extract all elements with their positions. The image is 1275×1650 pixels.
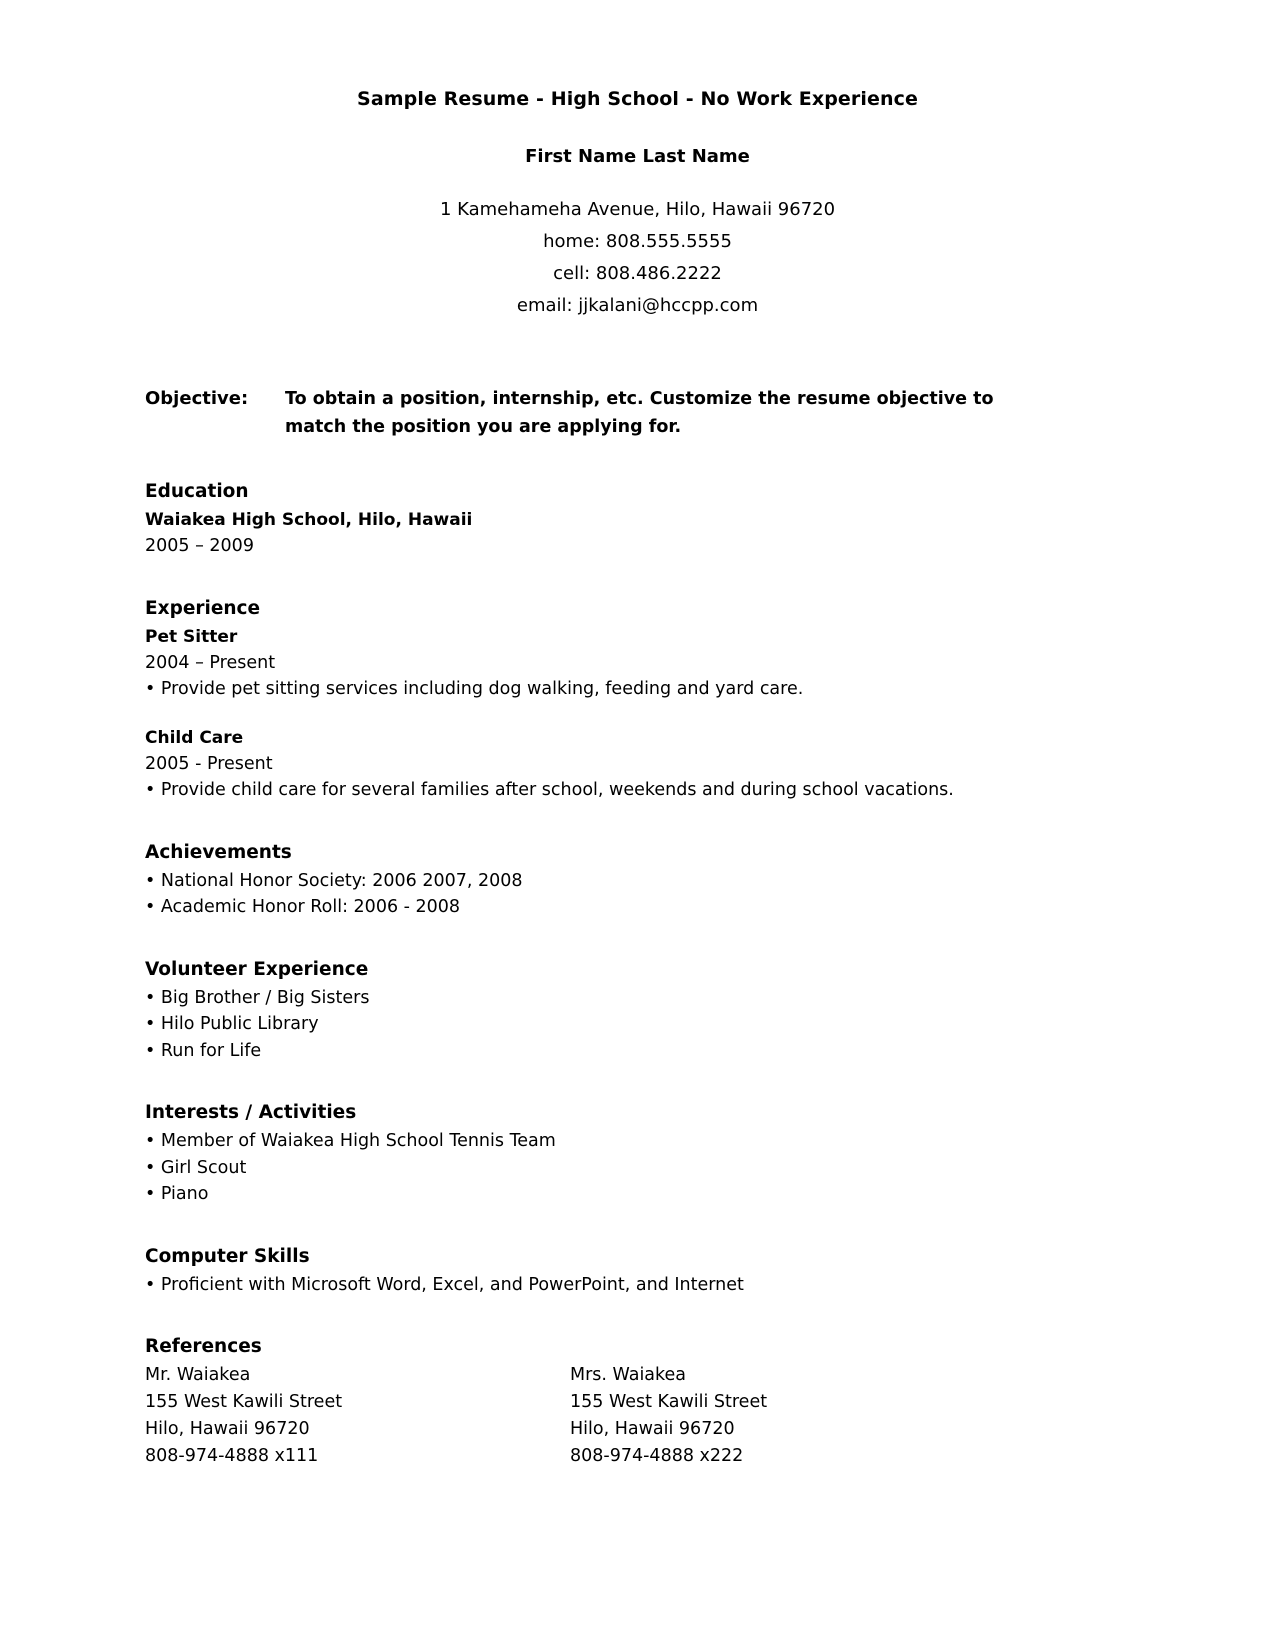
job-title: Pet Sitter bbox=[145, 626, 238, 647]
job-dates: 2005 - Present bbox=[145, 753, 273, 774]
reference-street: 155 West Kawili Street bbox=[145, 1392, 343, 1412]
reference-name: Mrs. Waiakea bbox=[570, 1365, 687, 1385]
reference-phone: 808-974-4888 x222 bbox=[570, 1446, 744, 1466]
objective-label: Objective: bbox=[145, 388, 249, 409]
list-item: • Big Brother / Big Sisters bbox=[145, 987, 370, 1008]
education-section bbox=[145, 481, 1075, 560]
list-item: • National Honor Society: 2006 2007, 2008 bbox=[145, 870, 523, 891]
achievements-section bbox=[145, 842, 1075, 921]
spacer bbox=[145, 703, 1075, 725]
reference-phone: 808-974-4888 x111 bbox=[145, 1446, 319, 1466]
contact-cell-phone: cell: 808.486.2222 bbox=[553, 263, 722, 284]
spacer bbox=[145, 586, 1075, 598]
objective-rest: Customize the resume objective to match the position you are applying for. bbox=[285, 389, 994, 437]
interests-heading: Interests / Activities bbox=[145, 1102, 357, 1123]
achievements-heading: Achievements bbox=[145, 841, 292, 863]
references-columns bbox=[145, 1362, 1075, 1470]
reference-name: Mr. Waiakea bbox=[145, 1365, 251, 1385]
list-item: • Run for Life bbox=[145, 1040, 262, 1061]
list-item: • Girl Scout bbox=[145, 1157, 247, 1178]
resume-body bbox=[145, 385, 1075, 1496]
list-item: • Academic Honor Roll: 2006 - 2008 bbox=[145, 897, 461, 917]
list-item: • Piano bbox=[145, 1184, 209, 1204]
interests-section bbox=[145, 1102, 1075, 1208]
contact-block bbox=[0, 194, 1275, 322]
contact-email: email: jjkalani@hccpp.com bbox=[516, 295, 759, 316]
spacer bbox=[145, 1090, 1075, 1102]
contact-home-phone: home: 808.555.5555 bbox=[543, 231, 732, 252]
spacer bbox=[145, 830, 1075, 842]
experience-job bbox=[145, 624, 1075, 703]
experience-section bbox=[145, 598, 1075, 804]
objective-lead: To obtain a position, internship, etc. bbox=[285, 389, 644, 409]
contact-address: 1 Kamehameha Avenue, Hilo, Hawaii 96720 bbox=[439, 199, 836, 220]
job-dates: 2004 – Present bbox=[145, 652, 276, 673]
reference-city: Hilo, Hawaii 96720 bbox=[145, 1419, 310, 1439]
references-section bbox=[145, 1336, 1075, 1470]
list-item: • Hilo Public Library bbox=[145, 1014, 319, 1034]
applicant-name: First Name Last Name bbox=[525, 146, 750, 167]
volunteer-heading: Volunteer Experience bbox=[145, 958, 369, 980]
reference-city: Hilo, Hawaii 96720 bbox=[570, 1419, 735, 1439]
computer-skills-section bbox=[145, 1246, 1075, 1299]
list-item: • Proficient with Microsoft Word, Excel, and PowerPoint, and Internet bbox=[145, 1274, 744, 1295]
computer-skills-heading: Computer Skills bbox=[145, 1245, 310, 1267]
job-bullet: • Provide child care for several families after school, weekends and during school vacations. bbox=[145, 780, 954, 800]
volunteer-section bbox=[145, 959, 1075, 1065]
objective-text bbox=[285, 385, 1030, 441]
spacer bbox=[145, 1234, 1075, 1246]
education-heading: Education bbox=[145, 481, 249, 502]
list-item: • Member of Waiakea High School Tennis Team bbox=[145, 1131, 556, 1151]
reference-entry-right bbox=[565, 1362, 990, 1470]
experience-heading: Experience bbox=[145, 597, 261, 619]
references-heading: References bbox=[145, 1336, 262, 1357]
job-title: Child Care bbox=[145, 727, 244, 748]
reference-street: 155 West Kawili Street bbox=[570, 1392, 768, 1412]
spacer bbox=[145, 1324, 1075, 1336]
education-school: Waiakea High School, Hilo, Hawaii bbox=[145, 510, 473, 530]
spacer bbox=[145, 947, 1075, 959]
document-title: Sample Resume - High School - No Work Experience bbox=[357, 88, 918, 110]
education-dates: 2005 – 2009 bbox=[145, 536, 254, 556]
reference-entry-left bbox=[145, 1362, 565, 1470]
experience-job bbox=[145, 725, 1075, 804]
job-bullet: • Provide pet sitting services including dog walking, feeding and yard care. bbox=[145, 679, 804, 699]
objective-section bbox=[145, 385, 1075, 441]
